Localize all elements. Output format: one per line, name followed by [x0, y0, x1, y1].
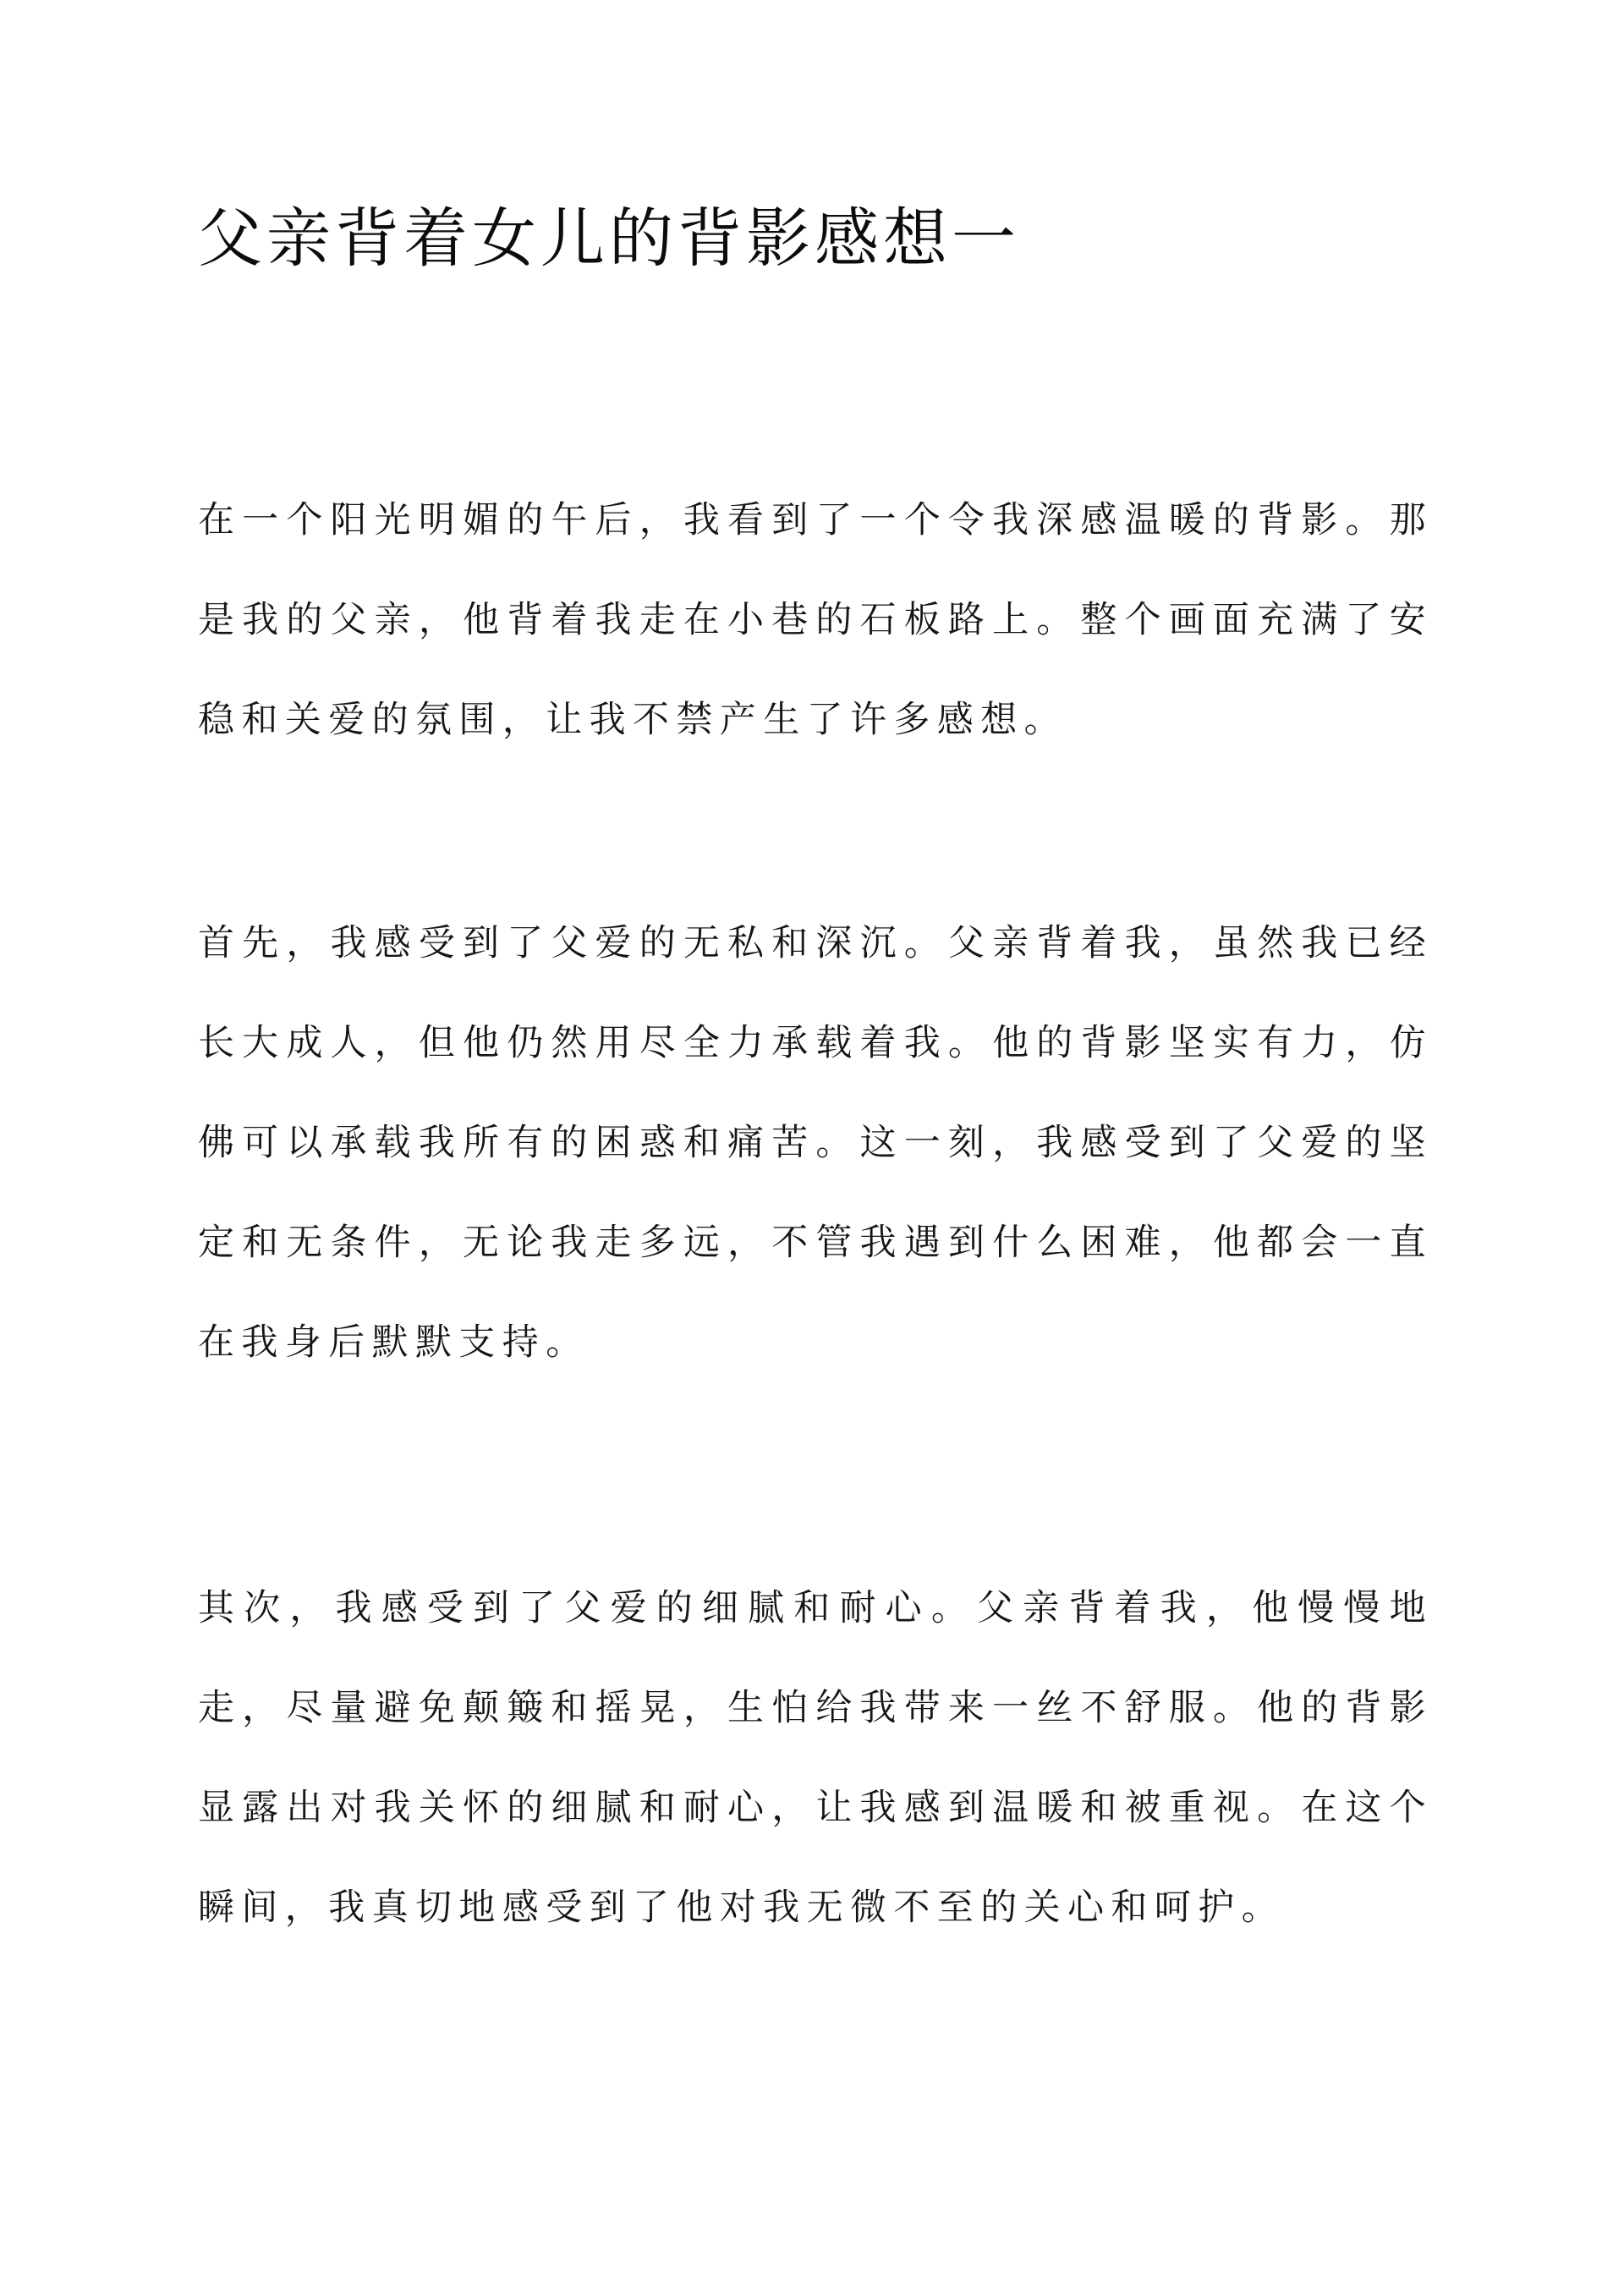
paragraph-3: 其次，我感受到了父爱的细腻和耐心。父亲背着我，他慢慢地走，尽量避免颠簸和摇晃，生怕给我带来一丝不舒服。他的背影显露出对我关怀的细腻和耐心，让我感到温暖和被重视。在这个瞬间，我真切地感受到了他对我无微不至的关心和呵护。: [198, 1587, 1433, 1929]
paragraph-1: 在一个阳光明媚的午后，我看到了一个令我深感温暖的背影。那是我的父亲，他背着我走在小巷的石板路上。整个画面充满了安稳和关爱的氛围，让我不禁产生了许多感想。: [198, 499, 1433, 741]
document-title: 父亲背着女儿的背影感想一: [198, 200, 1020, 276]
paragraph-2: 首先，我感受到了父爱的无私和深沉。父亲背着我，虽然我已经长大成人，但他仍然用尽全力承载着我。他的背影坚实有力，仿佛可以承载我所有的困惑和痛苦。这一刻，我感受到了父爱的坚定和无条件，无论我走多远，不管我遇到什么困难，他都会一直在我身后默默支持。: [198, 922, 1433, 1364]
